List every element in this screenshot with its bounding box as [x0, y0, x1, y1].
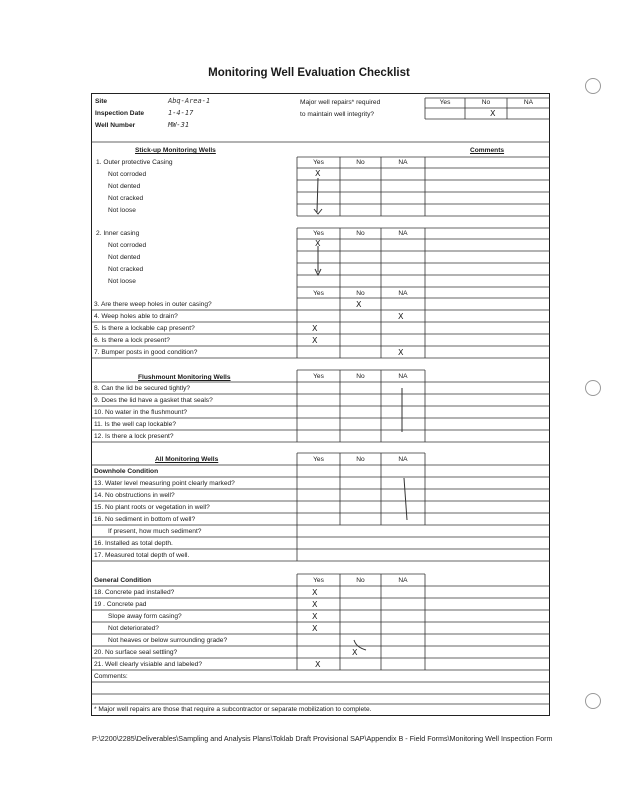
- q20-label: 20. No surface seal settling?: [94, 649, 178, 656]
- header-col-yes: Yes: [439, 99, 451, 106]
- answer-mark: X: [398, 348, 404, 357]
- footnote: * Major well repairs are those that require a subcontractor or separate mobilization to complete.: [94, 706, 372, 713]
- repairs-question-line2: to maintain well integrity?: [300, 111, 375, 118]
- q13-label: 13. Water level measuring point clearly marked?: [94, 480, 235, 487]
- answer-mark: X: [312, 600, 318, 609]
- q1-item: Not loose: [108, 207, 136, 214]
- q18-label: 18. Concrete pad installed?: [94, 589, 175, 596]
- q6-label: 6. Is there a lock present?: [94, 337, 170, 344]
- q3-col-na: NA: [398, 290, 408, 297]
- q2-item: Not corroded: [108, 242, 147, 249]
- q2-item: Not loose: [108, 278, 136, 285]
- q1-col-no: No: [356, 159, 365, 166]
- q1-label: 1. Outer protective Casing: [96, 159, 173, 166]
- q14-label: 14. No obstructions in well?: [94, 492, 175, 499]
- q3-col-yes: Yes: [313, 290, 324, 297]
- flush-col-yes: Yes: [313, 373, 324, 380]
- answer-mark: X: [312, 612, 318, 621]
- answer-mark: X: [312, 588, 318, 597]
- installed-depth-label: 16. Installed as total depth.: [94, 540, 173, 547]
- q2-col-no: No: [356, 230, 365, 237]
- q2-item: Not cracked: [108, 266, 144, 273]
- q1-col-yes: Yes: [313, 159, 324, 166]
- punch-hole-mark: [585, 78, 601, 94]
- all-col-yes: Yes: [313, 456, 324, 463]
- stickup-section-title: Stick-up Monitoring Wells: [135, 147, 216, 154]
- q5-label: 5. Is there a lockable cap present?: [94, 325, 195, 332]
- q3-label: 3. Are there weep holes in outer casing?: [94, 301, 212, 308]
- well-number-value: MW-31: [168, 121, 190, 129]
- answer-mark: X: [315, 660, 321, 669]
- flush-section-title: Flushmount Monitoring Wells: [138, 374, 231, 381]
- answer-mark: X: [315, 169, 321, 178]
- q11-label: 11. Is the well cap lockable?: [94, 421, 176, 428]
- q21-label: 21. Well clearly visiable and labeled?: [94, 661, 203, 668]
- measured-depth-label: 17. Measured total depth of well.: [94, 552, 190, 559]
- comments-heading: Comments: [470, 147, 505, 154]
- q2-col-na: NA: [398, 230, 408, 237]
- header-answer-mark: X: [490, 109, 496, 118]
- q15-label: 15. No plant roots or vegetation in well?: [94, 504, 210, 511]
- q2-label: 2. Inner casing: [96, 230, 140, 237]
- q1-item: Not cracked: [108, 195, 144, 202]
- all-col-no: No: [356, 456, 365, 463]
- q8-label: 8. Can the lid be secured tightly?: [94, 385, 191, 392]
- general-comments-label: Comments:: [94, 673, 128, 680]
- q2-col-yes: Yes: [313, 230, 324, 237]
- flush-col-na: NA: [398, 373, 408, 380]
- q9-label: 9. Does the lid have a gasket that seals?: [94, 397, 213, 404]
- q10-label: 10. No water in the flushmount?: [94, 409, 188, 416]
- q2-item: Not dented: [108, 254, 141, 261]
- page-title: Monitoring Well Evaluation Checklist: [208, 67, 410, 79]
- punch-hole-mark: [585, 380, 601, 396]
- punch-hole-mark: [585, 693, 601, 709]
- answer-mark: X: [356, 300, 362, 309]
- all-col-na: NA: [398, 456, 408, 463]
- q12-label: 12. Is there a lock present?: [94, 433, 174, 440]
- q4-label: 4. Weep holes able to drain?: [94, 313, 178, 320]
- inspection-date-label: Inspection Date: [95, 110, 145, 117]
- q19-label: 19 . Concrete pad: [94, 601, 147, 608]
- flush-col-no: No: [356, 373, 365, 380]
- q1-col-na: NA: [398, 159, 408, 166]
- well-number-label: Well Number: [95, 122, 136, 129]
- general-section-title: General Condition: [94, 577, 152, 584]
- inspection-date-value: 1-4-17: [168, 109, 194, 117]
- q19-deteriorated-label: Not deteriorated?: [108, 625, 159, 632]
- general-col-yes: Yes: [313, 577, 324, 584]
- answer-mark: X: [398, 312, 404, 321]
- q16-label: 16. No sediment in bottom of well?: [94, 516, 196, 523]
- sediment-amount-label: If present, how much sediment?: [108, 528, 202, 535]
- all-wells-section-title: All Monitoring Wells: [155, 456, 219, 463]
- q19-heaves-label: Not heaves or below surrounding grade?: [108, 637, 228, 644]
- q1-item: Not corroded: [108, 171, 147, 178]
- header-col-na: NA: [523, 99, 534, 106]
- q7-label: 7. Bumper posts in good condition?: [94, 349, 198, 356]
- site-value: Abq-Area-1: [168, 97, 211, 105]
- answer-mark: X: [315, 239, 321, 248]
- site-label: Site: [95, 98, 108, 105]
- answer-mark: X: [312, 624, 318, 633]
- q19-slope-label: Slope away form casing?: [108, 613, 182, 620]
- answer-mark: X: [312, 324, 318, 333]
- general-col-no: No: [356, 577, 365, 584]
- header-col-no: No: [481, 99, 491, 106]
- repairs-question-line1: Major well repairs* required: [300, 99, 381, 106]
- downhole-subtitle: Downhole Condition: [94, 468, 159, 475]
- q3-col-no: No: [356, 290, 365, 297]
- answer-mark: X: [352, 648, 358, 657]
- general-col-na: NA: [398, 577, 408, 584]
- q1-item: Not dented: [108, 183, 141, 190]
- file-path: P:\2200\2285\Deliverables\Sampling and Analysis Plans\Toklab Draft Provisional SAP\Appendix B - Field Forms\Monitoring Well Inspection Form: [92, 734, 553, 743]
- answer-mark: X: [312, 336, 318, 345]
